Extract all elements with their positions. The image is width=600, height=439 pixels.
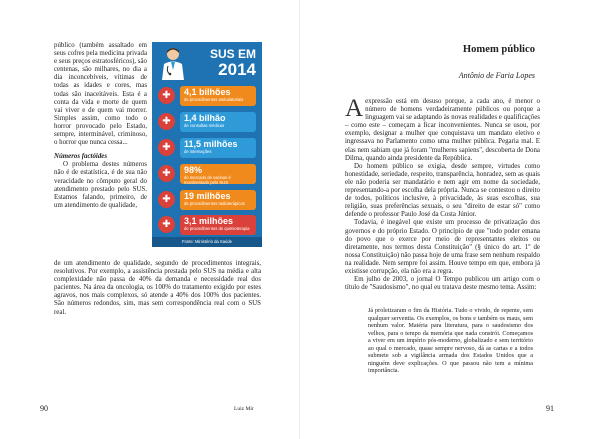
page-number-right: 91: [546, 404, 554, 413]
medical-cross-icon: ✚: [158, 87, 175, 104]
stat-label: de procedimentos radioterápicos: [184, 201, 245, 206]
sus-infographic: [152, 42, 262, 247]
first-paragraph-text: expressão está em desuso porque, a cada ano, é menor o número de homens verdadeiramente públicos ou porque a linguagem vai se adaptando às novas realidades e qualificações – como este – começam a ficar inconvenientes. Nunca se usou, por exemplo, designar a mulher que conquistava um mandato eletivo e ingressava no Parlamento como uma mulher pública. Pegaria mal. E elas nem sabiam que já foram "mulheres sapiens", descoberta de Dona Dilma, quando ainda presidente da República.: [345, 98, 540, 162]
medical-cross-icon: ✚: [158, 139, 175, 156]
stat-row: [152, 110, 262, 135]
running-head: Luiz Mir: [234, 406, 254, 412]
stat-row: [152, 84, 262, 109]
book-gutter: [299, 0, 300, 439]
left-column-text: [54, 42, 147, 210]
infographic-year: 2014: [218, 60, 256, 79]
stat-row: [152, 136, 262, 161]
block-quote: Já proletizaram o fim da História. Tudo o vivido, de repente, sem qualquer serventia. Os exemplos, os bons e também os maus, sem nenhum valor. Matéria para literatura, para o saudosismo dos velhos, para o tempo da memória que nada constrói. Começamos a viver em um império pós-moderno, globalizado e sem território ao qual o mercado, quase sempre nervoso, dá as cartas e a todos submete sob a vigilância armada dos Estados Unidos que a ninguém deve explicações. O que passou não tem a mínima importância.: [368, 307, 533, 374]
infographic-source: Fonte: Ministério da Saúde: [152, 237, 262, 247]
stat-label: do mercado de vacinas é movimentado pelo SUS: [184, 175, 231, 185]
stat-pill: [180, 138, 256, 158]
stat-pill: [180, 215, 256, 235]
body-paragraph: Do homem público se exigia, desde sempre, virtudes como honestidade, seriedade, respeito, transparência, honradez, sem as quais ele não poderia ser mandatário e nem agir em nome da sociedade, representando-a por escolha dela própria. Nunca se contestou o direito de todos, políticos inclusive, à privacidade, às suas escolhas, sua religião, suas preferências sexuais, o seu "direito de estar só" como defende o professor Paulo José da Costa Júnior.: [345, 162, 540, 219]
medical-cross-icon: ✚: [158, 165, 175, 182]
stat-pill: [180, 190, 256, 210]
doctor-illustration: [158, 46, 188, 80]
stat-label: de procedimentos ambulatoriais: [184, 97, 244, 102]
stat-value: 98%: [184, 165, 203, 175]
stat-label: de internações: [184, 149, 212, 154]
article-author: Antônio de Faria Lopes: [458, 71, 535, 80]
stat-pill: [180, 112, 256, 132]
medical-cross-icon: ✚: [158, 191, 175, 208]
article-body: [345, 95, 540, 292]
first-paragraph: [345, 95, 540, 163]
stat-value: 4,1 bilhões: [184, 87, 231, 97]
stat-row: [152, 162, 262, 187]
stat-value: 1,4 bilhão: [184, 113, 226, 123]
medical-cross-icon: ✚: [158, 113, 175, 130]
infographic-title-text: SUS EM: [209, 47, 256, 61]
body-paragraph: Todavia, é inegável que existe um processo de privatização dos governos e do próprio Estado. O princípio de que "todo poder emana do povo que o exerce por meio de representantes eleitos ou diretamente, nos termos desta Constituição" (§ único do art. 1º de nossa Constituição) não passa hoje de uma frase sem nenhum respaldo na realidade. Nem sempre foi assim. Houve tempo em que, embora já existisse corrupção, ela não era a regra.: [345, 219, 540, 275]
article-title: Homem público: [462, 44, 535, 55]
stat-label: de procedimentos de quimioterapia: [184, 226, 250, 231]
stat-row: [152, 188, 262, 213]
stat-row: [152, 213, 262, 238]
stat-value: 19 milhões: [184, 191, 231, 201]
drop-cap: A: [345, 95, 364, 122]
stat-label: de consultas médicas: [184, 123, 225, 128]
stat-pill: [180, 86, 256, 106]
left-full-width-paragraph: de um atendimento de qualidade, segundo de procedimentos integrais, resolutivos. Por exemplo, a assistência prestada pelo SUS na média e alta complexidade não passa de 40% da demanda e necessidade real dos pacientes. Na área da oncologia, os 100% do tratamento exigido por estes agravos, nos mais complexos, só atende a 40% dos 100% dos pacientes. São números redondos, sim, mas sem correspondência real com o SUS real.: [54, 260, 261, 316]
infographic-title: [210, 48, 256, 78]
stat-value: 3,1 milhões: [184, 216, 234, 226]
left-column-paragraph: público (também assaltado em seus cofres pela medicina privada e seus preços estratosféricos), são centenas, são milhares, no dia a dia inconcebíveis, vítimas de todas as idades e cores, mas todas são inaceitáveis. Esta é a conta da vida e morte de quem vai viver e de quem vai morrer. Simples assim, como todo o horror provocado pelo Estado, sempre, interminável, criminoso, o horror que nunca cessa...: [54, 42, 147, 147]
stat-pill: [180, 164, 256, 184]
left-column-paragraph-2: O problema destes números não é de estatística, é de sua não veracidade no cômputo geral do atendimento prestado pelo SUS. Estamos falando, primeiro, de um atendimento de qualidade,: [54, 161, 147, 209]
body-paragraph: Em julho de 2003, o jornal O Tempo publicou um artigo com o título de "Saudosismo", no qual eu tratava deste mesmo tema. Assim:: [345, 276, 540, 292]
medical-cross-icon: ✚: [158, 216, 175, 233]
stat-value: 11,5 milhões: [184, 139, 238, 149]
left-subheading: Números factóides: [54, 153, 108, 161]
page-number-left: 90: [40, 404, 48, 413]
